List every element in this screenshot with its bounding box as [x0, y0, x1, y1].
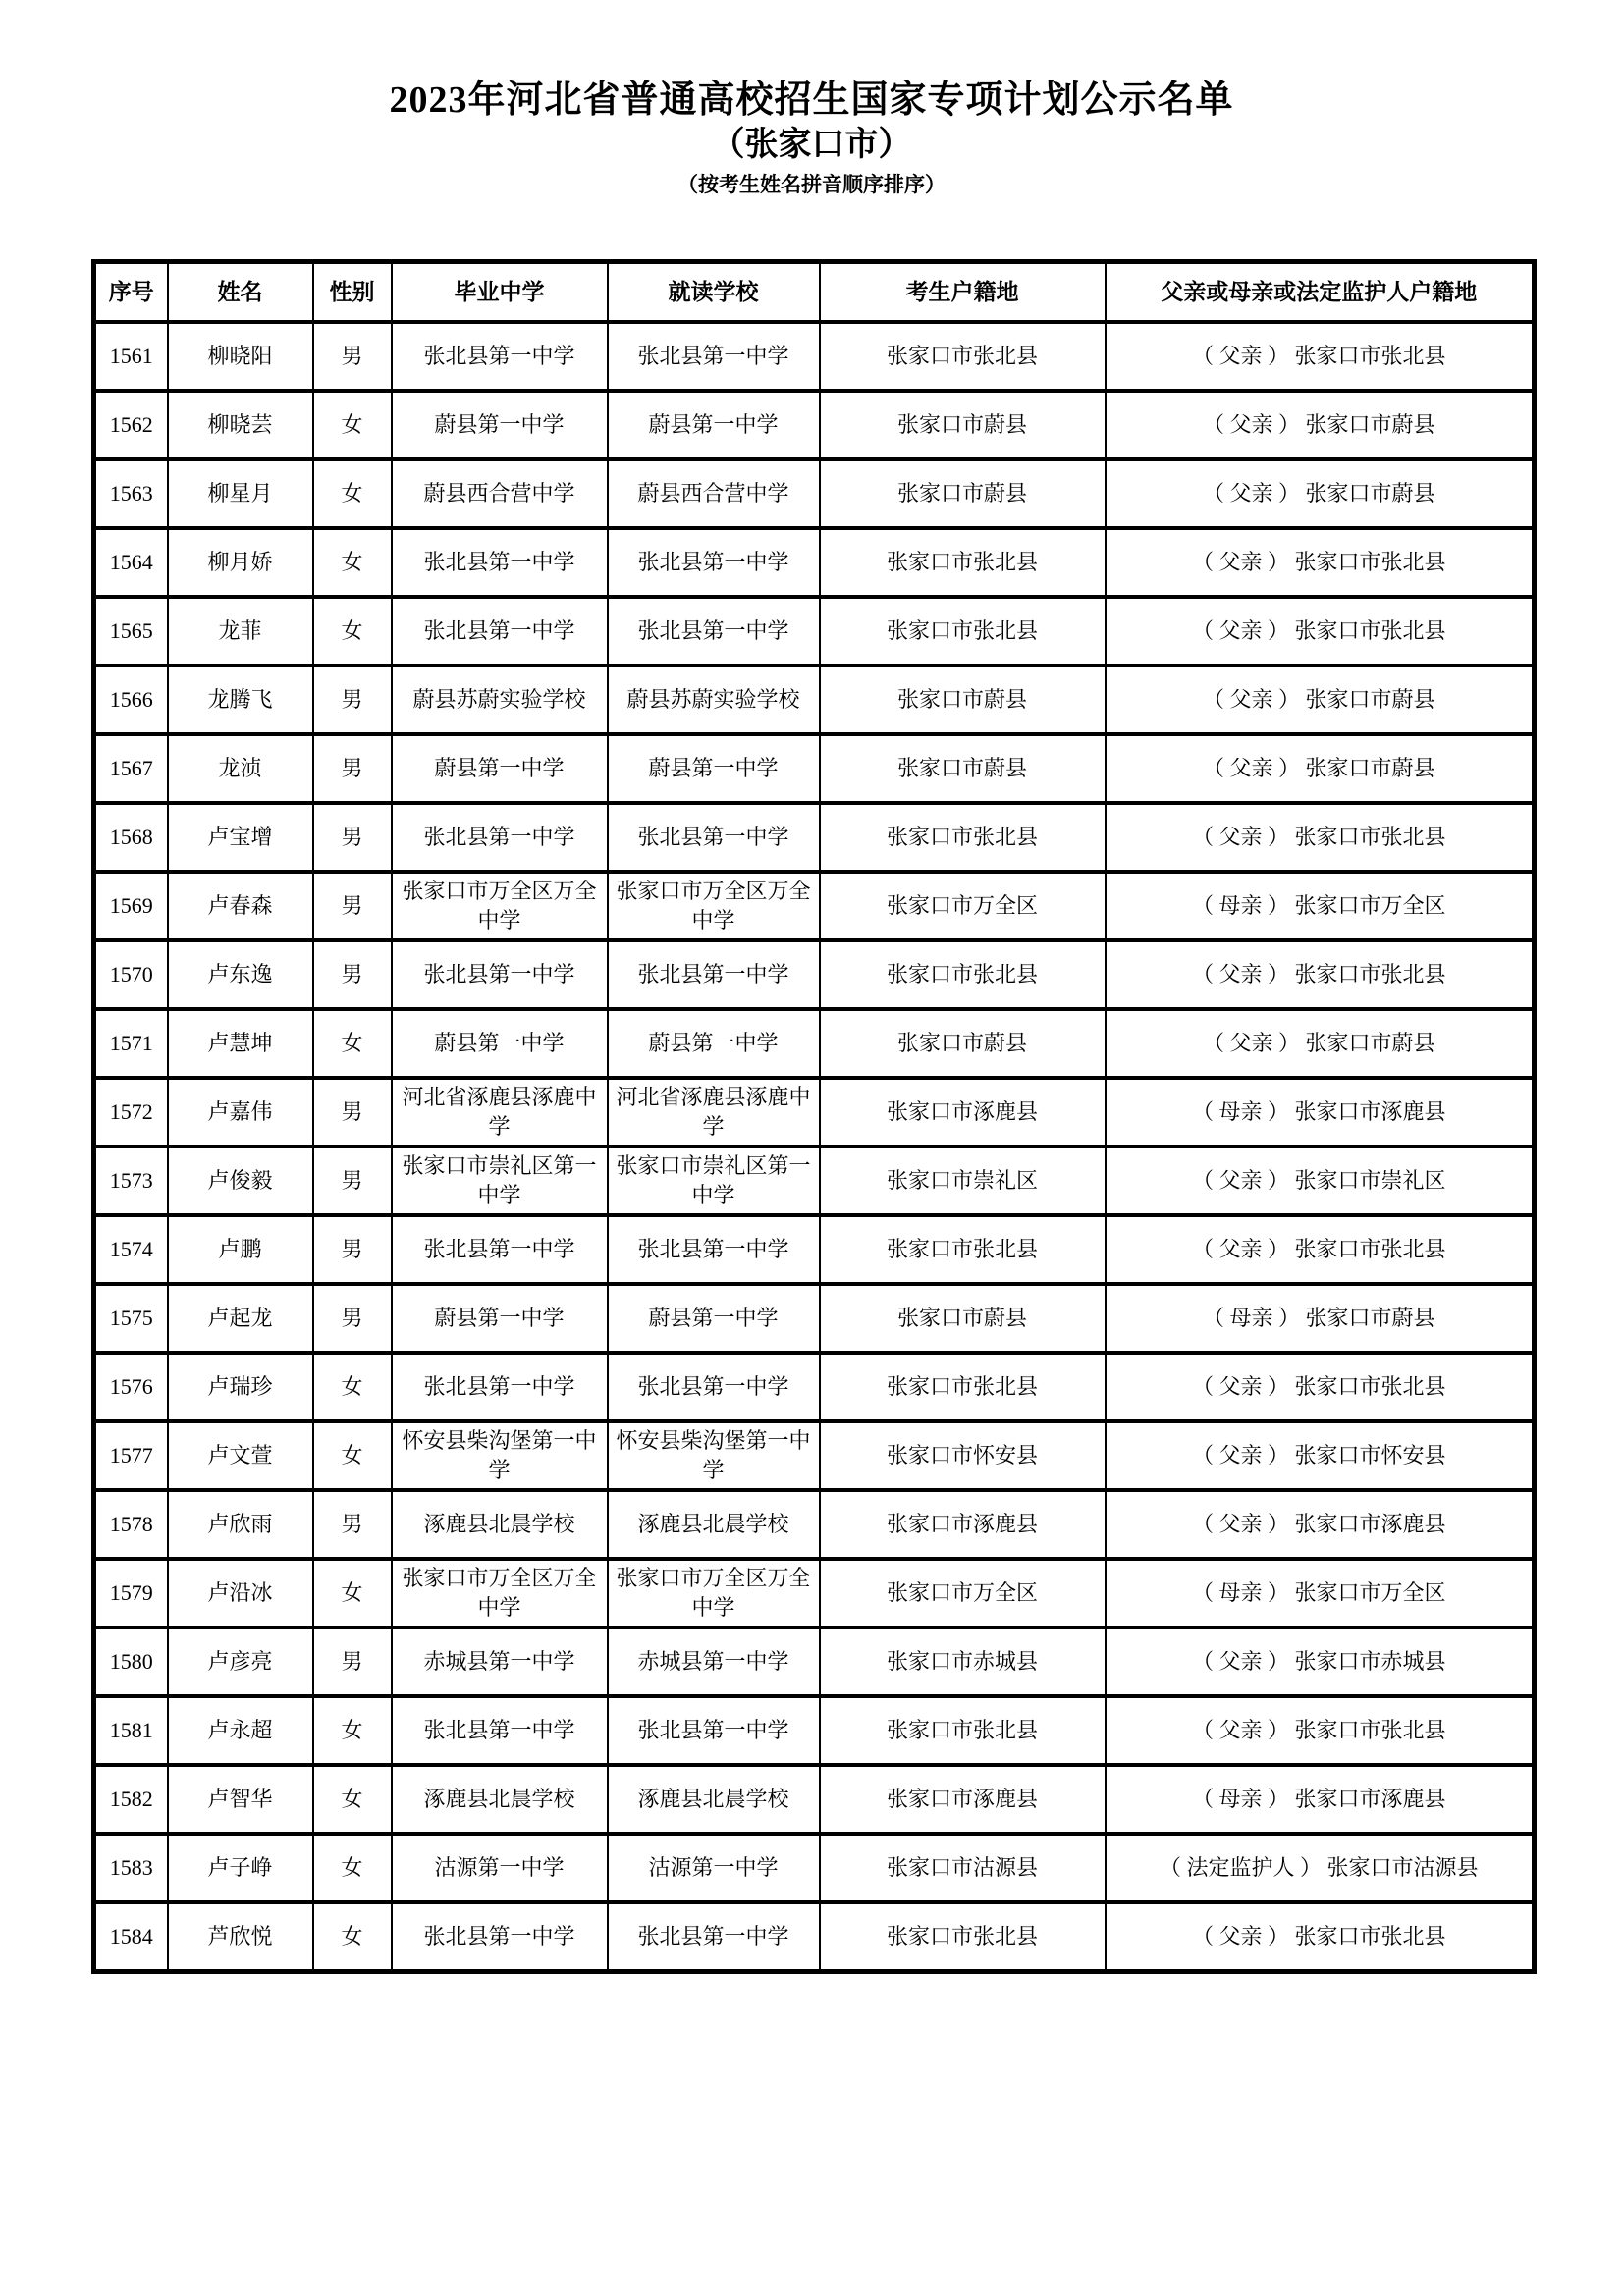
cell-gender: 女 — [313, 459, 392, 528]
cell-guardian-residence: （ 父亲 ） 张家口市涿鹿县 — [1106, 1490, 1535, 1559]
table-row — [94, 1834, 1535, 1902]
cell-graduating-school: 张家口市崇礼区第一中学 — [392, 1147, 608, 1215]
cell-name: 卢鹏 — [168, 1215, 313, 1284]
cell-attending-school: 涿鹿县北晨学校 — [608, 1490, 820, 1559]
cell-graduating-school: 张北县第一中学 — [392, 322, 608, 391]
cell-attending-school: 张家口市万全区万全中学 — [608, 872, 820, 940]
cell-graduating-school: 蔚县第一中学 — [392, 734, 608, 803]
cell-gender: 男 — [313, 1215, 392, 1284]
cell-serial-number: 1565 — [94, 597, 168, 666]
table-row — [94, 1559, 1535, 1628]
cell-guardian-residence: （ 母亲 ） 张家口市涿鹿县 — [1106, 1078, 1535, 1147]
cell-candidate-residence: 张家口市张北县 — [820, 803, 1106, 872]
cell-candidate-residence: 张家口市沽源县 — [820, 1834, 1106, 1902]
cell-graduating-school: 张北县第一中学 — [392, 597, 608, 666]
cell-serial-number: 1566 — [94, 666, 168, 734]
cell-serial-number: 1571 — [94, 1009, 168, 1078]
table-row — [94, 940, 1535, 1009]
cell-guardian-residence: （ 母亲 ） 张家口市万全区 — [1106, 872, 1535, 940]
cell-serial-number: 1567 — [94, 734, 168, 803]
table-row — [94, 1353, 1535, 1421]
header-guardian-residence: 父亲或母亲或法定监护人户籍地 — [1106, 261, 1535, 322]
cell-name: 芦欣悦 — [168, 1902, 313, 1971]
cell-attending-school: 张家口市崇礼区第一中学 — [608, 1147, 820, 1215]
table-row — [94, 1902, 1535, 1971]
cell-attending-school: 张北县第一中学 — [608, 1696, 820, 1765]
cell-attending-school: 赤城县第一中学 — [608, 1628, 820, 1696]
cell-guardian-residence: （ 父亲 ） 张家口市崇礼区 — [1106, 1147, 1535, 1215]
cell-candidate-residence: 张家口市万全区 — [820, 872, 1106, 940]
cell-guardian-residence: （ 父亲 ） 张家口市张北县 — [1106, 1353, 1535, 1421]
cell-gender: 女 — [313, 597, 392, 666]
cell-gender: 女 — [313, 1009, 392, 1078]
cell-gender: 女 — [313, 1765, 392, 1834]
cell-gender: 女 — [313, 1834, 392, 1902]
cell-graduating-school: 河北省涿鹿县涿鹿中学 — [392, 1078, 608, 1147]
cell-name: 柳月娇 — [168, 528, 313, 597]
cell-attending-school: 蔚县第一中学 — [608, 1284, 820, 1353]
header-candidate-residence: 考生户籍地 — [820, 261, 1106, 322]
cell-serial-number: 1579 — [94, 1559, 168, 1628]
roster-table-container — [91, 259, 1532, 1974]
cell-attending-school: 怀安县柴沟堡第一中学 — [608, 1421, 820, 1490]
cell-name: 卢嘉伟 — [168, 1078, 313, 1147]
cell-guardian-residence: （ 父亲 ） 张家口市蔚县 — [1106, 459, 1535, 528]
header-graduating-school: 毕业中学 — [392, 261, 608, 322]
cell-candidate-residence: 张家口市怀安县 — [820, 1421, 1106, 1490]
cell-candidate-residence: 张家口市蔚县 — [820, 1284, 1106, 1353]
cell-graduating-school: 蔚县第一中学 — [392, 1284, 608, 1353]
table-row — [94, 803, 1535, 872]
table-row — [94, 872, 1535, 940]
table-row — [94, 1009, 1535, 1078]
cell-gender: 男 — [313, 940, 392, 1009]
cell-candidate-residence: 张家口市蔚县 — [820, 391, 1106, 459]
cell-guardian-residence: （ 父亲 ） 张家口市张北县 — [1106, 1215, 1535, 1284]
header-gender: 性别 — [313, 261, 392, 322]
cell-serial-number: 1573 — [94, 1147, 168, 1215]
cell-guardian-residence: （ 母亲 ） 张家口市涿鹿县 — [1106, 1765, 1535, 1834]
cell-name: 柳星月 — [168, 459, 313, 528]
cell-attending-school: 张北县第一中学 — [608, 597, 820, 666]
table-row — [94, 1765, 1535, 1834]
cell-candidate-residence: 张家口市蔚县 — [820, 459, 1106, 528]
cell-candidate-residence: 张家口市万全区 — [820, 1559, 1106, 1628]
cell-attending-school: 沽源第一中学 — [608, 1834, 820, 1902]
cell-attending-school: 蔚县第一中学 — [608, 391, 820, 459]
cell-name: 卢彦亮 — [168, 1628, 313, 1696]
cell-guardian-residence: （ 父亲 ） 张家口市怀安县 — [1106, 1421, 1535, 1490]
cell-serial-number: 1563 — [94, 459, 168, 528]
cell-attending-school: 蔚县第一中学 — [608, 1009, 820, 1078]
cell-graduating-school: 蔚县西合营中学 — [392, 459, 608, 528]
cell-gender: 女 — [313, 528, 392, 597]
cell-serial-number: 1578 — [94, 1490, 168, 1559]
table-row — [94, 1628, 1535, 1696]
cell-name: 卢永超 — [168, 1696, 313, 1765]
cell-attending-school: 张北县第一中学 — [608, 1902, 820, 1971]
cell-attending-school: 张北县第一中学 — [608, 940, 820, 1009]
table-row — [94, 1421, 1535, 1490]
cell-name: 卢宝增 — [168, 803, 313, 872]
table-row — [94, 1078, 1535, 1147]
cell-serial-number: 1576 — [94, 1353, 168, 1421]
cell-serial-number: 1580 — [94, 1628, 168, 1696]
cell-guardian-residence: （ 母亲 ） 张家口市万全区 — [1106, 1559, 1535, 1628]
cell-serial-number: 1569 — [94, 872, 168, 940]
cell-candidate-residence: 张家口市涿鹿县 — [820, 1765, 1106, 1834]
cell-candidate-residence: 张家口市张北县 — [820, 1696, 1106, 1765]
table-row — [94, 734, 1535, 803]
cell-name: 卢文萱 — [168, 1421, 313, 1490]
cell-guardian-residence: （ 父亲 ） 张家口市张北县 — [1106, 528, 1535, 597]
cell-serial-number: 1570 — [94, 940, 168, 1009]
cell-name: 卢东逸 — [168, 940, 313, 1009]
cell-guardian-residence: （ 父亲 ） 张家口市张北县 — [1106, 322, 1535, 391]
cell-graduating-school: 张北县第一中学 — [392, 1696, 608, 1765]
cell-guardian-residence: （ 父亲 ） 张家口市蔚县 — [1106, 391, 1535, 459]
cell-candidate-residence: 张家口市涿鹿县 — [820, 1490, 1106, 1559]
cell-candidate-residence: 张家口市蔚县 — [820, 666, 1106, 734]
cell-name: 卢俊毅 — [168, 1147, 313, 1215]
cell-serial-number: 1584 — [94, 1902, 168, 1971]
cell-graduating-school: 张北县第一中学 — [392, 528, 608, 597]
cell-guardian-residence: （ 父亲 ） 张家口市蔚县 — [1106, 666, 1535, 734]
cell-attending-school: 张北县第一中学 — [608, 1215, 820, 1284]
cell-serial-number: 1581 — [94, 1696, 168, 1765]
cell-graduating-school: 张北县第一中学 — [392, 1215, 608, 1284]
cell-gender: 男 — [313, 1078, 392, 1147]
cell-name: 柳晓芸 — [168, 391, 313, 459]
cell-gender: 男 — [313, 1284, 392, 1353]
cell-attending-school: 张北县第一中学 — [608, 1353, 820, 1421]
cell-candidate-residence: 张家口市张北县 — [820, 1215, 1106, 1284]
cell-graduating-school: 张家口市万全区万全中学 — [392, 872, 608, 940]
cell-guardian-residence: （ 父亲 ） 张家口市张北县 — [1106, 940, 1535, 1009]
cell-gender: 女 — [313, 1353, 392, 1421]
cell-name: 龙菲 — [168, 597, 313, 666]
cell-name: 卢智华 — [168, 1765, 313, 1834]
roster-table — [91, 259, 1537, 1974]
table-row — [94, 1147, 1535, 1215]
table-row — [94, 1490, 1535, 1559]
cell-serial-number: 1574 — [94, 1215, 168, 1284]
header-serial-number: 序号 — [94, 261, 168, 322]
sort-order-note: （按考生姓名拼音顺序排序） — [677, 173, 946, 197]
cell-name: 龙浈 — [168, 734, 313, 803]
cell-candidate-residence: 张家口市崇礼区 — [820, 1147, 1106, 1215]
cell-gender: 男 — [313, 322, 392, 391]
cell-guardian-residence: （ 母亲 ） 张家口市蔚县 — [1106, 1284, 1535, 1353]
header-attending-school: 就读学校 — [608, 261, 820, 322]
cell-gender: 女 — [313, 391, 392, 459]
cell-attending-school: 河北省涿鹿县涿鹿中学 — [608, 1078, 820, 1147]
table-row — [94, 528, 1535, 597]
cell-gender: 男 — [313, 1628, 392, 1696]
cell-candidate-residence: 张家口市涿鹿县 — [820, 1078, 1106, 1147]
cell-graduating-school: 张北县第一中学 — [392, 803, 608, 872]
table-row — [94, 1696, 1535, 1765]
cell-candidate-residence: 张家口市蔚县 — [820, 1009, 1106, 1078]
cell-serial-number: 1562 — [94, 391, 168, 459]
cell-name: 卢沿冰 — [168, 1559, 313, 1628]
document-heading — [0, 79, 1623, 198]
cell-guardian-residence: （ 父亲 ） 张家口市蔚县 — [1106, 1009, 1535, 1078]
cell-graduating-school: 蔚县第一中学 — [392, 1009, 608, 1078]
cell-graduating-school: 张北县第一中学 — [392, 1353, 608, 1421]
cell-attending-school: 蔚县第一中学 — [608, 734, 820, 803]
cell-attending-school: 蔚县苏蔚实验学校 — [608, 666, 820, 734]
page-subtitle-city: （张家口市） — [711, 126, 912, 163]
cell-candidate-residence: 张家口市张北县 — [820, 597, 1106, 666]
cell-gender: 男 — [313, 1147, 392, 1215]
cell-graduating-school: 张家口市万全区万全中学 — [392, 1559, 608, 1628]
cell-name: 卢春森 — [168, 872, 313, 940]
cell-serial-number: 1582 — [94, 1765, 168, 1834]
cell-candidate-residence: 张家口市张北县 — [820, 528, 1106, 597]
header-name: 姓名 — [168, 261, 313, 322]
cell-guardian-residence: （ 父亲 ） 张家口市张北县 — [1106, 1696, 1535, 1765]
table-row — [94, 322, 1535, 391]
cell-serial-number: 1561 — [94, 322, 168, 391]
cell-gender: 女 — [313, 1902, 392, 1971]
table-row — [94, 1284, 1535, 1353]
cell-guardian-residence: （ 父亲 ） 张家口市蔚县 — [1106, 734, 1535, 803]
cell-name: 卢起龙 — [168, 1284, 313, 1353]
cell-name: 卢慧坤 — [168, 1009, 313, 1078]
cell-name: 卢瑞珍 — [168, 1353, 313, 1421]
cell-serial-number: 1577 — [94, 1421, 168, 1490]
cell-gender: 女 — [313, 1421, 392, 1490]
cell-candidate-residence: 张家口市张北县 — [820, 1902, 1106, 1971]
page-title: 2023年河北省普通高校招生国家专项计划公示名单 — [389, 80, 1234, 121]
cell-gender: 女 — [313, 1559, 392, 1628]
cell-guardian-residence: （ 父亲 ） 张家口市张北县 — [1106, 597, 1535, 666]
cell-attending-school: 张家口市万全区万全中学 — [608, 1559, 820, 1628]
cell-candidate-residence: 张家口市张北县 — [820, 940, 1106, 1009]
cell-gender: 男 — [313, 803, 392, 872]
cell-graduating-school: 涿鹿县北晨学校 — [392, 1765, 608, 1834]
cell-graduating-school: 赤城县第一中学 — [392, 1628, 608, 1696]
cell-guardian-residence: （ 父亲 ） 张家口市张北县 — [1106, 803, 1535, 872]
cell-serial-number: 1575 — [94, 1284, 168, 1353]
cell-guardian-residence: （ 法定监护人 ） 张家口市沽源县 — [1106, 1834, 1535, 1902]
table-row — [94, 1215, 1535, 1284]
cell-gender: 男 — [313, 872, 392, 940]
cell-graduating-school: 张北县第一中学 — [392, 1902, 608, 1971]
table-row — [94, 459, 1535, 528]
cell-name: 卢子峥 — [168, 1834, 313, 1902]
cell-gender: 男 — [313, 734, 392, 803]
cell-gender: 男 — [313, 666, 392, 734]
cell-attending-school: 张北县第一中学 — [608, 803, 820, 872]
cell-name: 柳晓阳 — [168, 322, 313, 391]
cell-attending-school: 涿鹿县北晨学校 — [608, 1765, 820, 1834]
cell-serial-number: 1564 — [94, 528, 168, 597]
cell-candidate-residence: 张家口市张北县 — [820, 322, 1106, 391]
cell-graduating-school: 涿鹿县北晨学校 — [392, 1490, 608, 1559]
cell-attending-school: 蔚县西合营中学 — [608, 459, 820, 528]
cell-gender: 男 — [313, 1490, 392, 1559]
cell-serial-number: 1572 — [94, 1078, 168, 1147]
cell-candidate-residence: 张家口市赤城县 — [820, 1628, 1106, 1696]
cell-graduating-school: 怀安县柴沟堡第一中学 — [392, 1421, 608, 1490]
cell-name: 卢欣雨 — [168, 1490, 313, 1559]
cell-graduating-school: 蔚县第一中学 — [392, 391, 608, 459]
cell-guardian-residence: （ 父亲 ） 张家口市赤城县 — [1106, 1628, 1535, 1696]
cell-name: 龙腾飞 — [168, 666, 313, 734]
cell-graduating-school: 蔚县苏蔚实验学校 — [392, 666, 608, 734]
cell-candidate-residence: 张家口市张北县 — [820, 1353, 1106, 1421]
cell-serial-number: 1568 — [94, 803, 168, 872]
table-row — [94, 597, 1535, 666]
table-header-row — [94, 261, 1535, 322]
cell-serial-number: 1583 — [94, 1834, 168, 1902]
cell-graduating-school: 沽源第一中学 — [392, 1834, 608, 1902]
cell-attending-school: 张北县第一中学 — [608, 322, 820, 391]
table-row — [94, 666, 1535, 734]
cell-guardian-residence: （ 父亲 ） 张家口市张北县 — [1106, 1902, 1535, 1971]
table-row — [94, 391, 1535, 459]
cell-graduating-school: 张北县第一中学 — [392, 940, 608, 1009]
cell-candidate-residence: 张家口市蔚县 — [820, 734, 1106, 803]
cell-attending-school: 张北县第一中学 — [608, 528, 820, 597]
cell-gender: 女 — [313, 1696, 392, 1765]
